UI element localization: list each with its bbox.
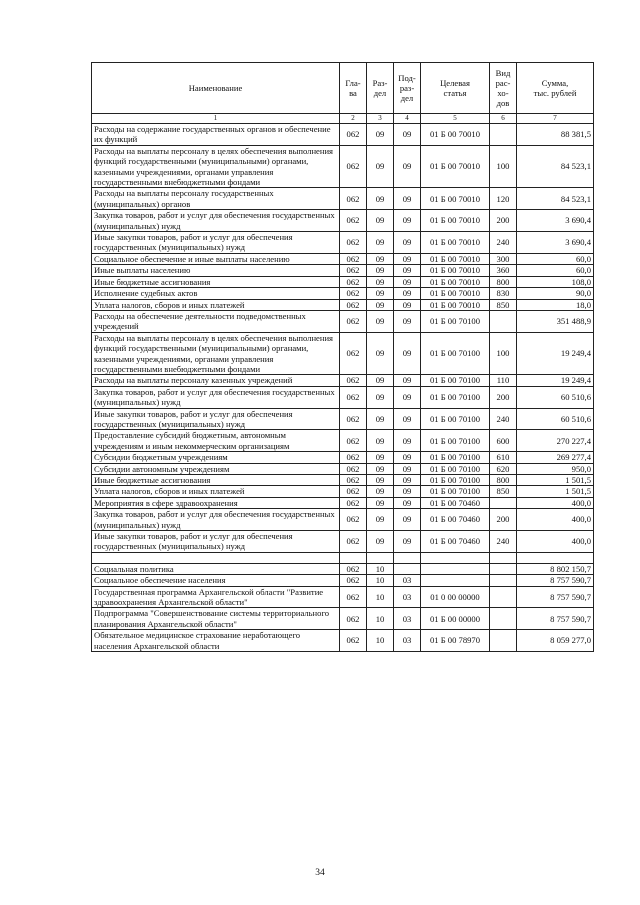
row-podrazdel: 09 [394,486,421,497]
row-name: Закупка товаров, работ и услуг для обеспечения государственных (муниципальных) нужд [92,386,340,408]
table-row [92,210,594,232]
row-podrazdel: 09 [394,276,421,287]
row-vid-rashodov [490,630,517,652]
table-row [92,430,594,452]
row-celevaya-statya: 01 Б 00 70010 [421,188,490,210]
row-razdel: 10 [367,575,394,586]
row-podrazdel: 09 [394,232,421,254]
column-number: 6 [490,114,517,124]
row-name: Закупка товаров, работ и услуг для обеспечения государственных (муниципальных) нужд [92,210,340,232]
row-podrazdel: 09 [394,210,421,232]
row-summa: 60 510,6 [517,386,594,408]
row-celevaya-statya: 01 Б 00 70100 [421,486,490,497]
row-podrazdel: 09 [394,288,421,299]
row-summa: 400,0 [517,531,594,553]
row-glava: 062 [340,586,367,608]
row-name: Субсидии бюджетным учреждениям [92,452,340,463]
table-row [92,563,594,574]
row-summa: 3 690,4 [517,232,594,254]
row-podrazdel: 09 [394,124,421,146]
row-celevaya-statya: 01 Б 00 70460 [421,497,490,508]
row-podrazdel: 09 [394,475,421,486]
row-celevaya-statya: 01 Б 00 70100 [421,430,490,452]
row-celevaya-statya: 01 Б 00 70010 [421,210,490,232]
row-razdel: 09 [367,332,394,375]
row-glava: 062 [340,188,367,210]
row-celevaya-statya [421,575,490,586]
row-name: Предоставление субсидий бюджетным, автономным учреждениям и иным некоммерческим организациям [92,430,340,452]
row-summa: 60 510,6 [517,408,594,430]
table-row [92,386,594,408]
row-razdel: 09 [367,408,394,430]
row-summa: 1 501,5 [517,486,594,497]
row-name: Иные бюджетные ассигнования [92,475,340,486]
row-razdel: 09 [367,210,394,232]
row-razdel: 09 [367,276,394,287]
row-name: Иные бюджетные ассигнования [92,276,340,287]
header-celevaya-statya: Целевая статья [421,63,490,114]
row-summa: 1 501,5 [517,475,594,486]
table-row [92,332,594,375]
row-celevaya-statya: 01 Б 00 00000 [421,608,490,630]
row-vid-rashodov: 200 [490,509,517,531]
page-number: 34 [315,868,325,878]
row-glava: 062 [340,497,367,508]
table-row [92,408,594,430]
row-celevaya-statya [421,552,490,563]
row-summa: 84 523,1 [517,145,594,188]
row-celevaya-statya: 01 Б 00 70100 [421,375,490,386]
row-summa: 108,0 [517,276,594,287]
row-podrazdel: 09 [394,265,421,276]
row-podrazdel: 09 [394,497,421,508]
table-row [92,232,594,254]
row-razdel: 09 [367,299,394,310]
table-row [92,288,594,299]
row-glava: 062 [340,408,367,430]
row-name: Подпрограмма "Совершенствование системы территориального планирования Архангельской области" [92,608,340,630]
table-row [92,497,594,508]
row-vid-rashodov [490,608,517,630]
column-number: 2 [340,114,367,124]
row-razdel: 09 [367,288,394,299]
row-glava: 062 [340,386,367,408]
row-podrazdel: 09 [394,430,421,452]
row-celevaya-statya: 01 Б 00 70010 [421,288,490,299]
column-number: 4 [394,114,421,124]
row-summa: 60,0 [517,265,594,276]
table-row [92,124,594,146]
row-celevaya-statya: 01 Б 00 70100 [421,475,490,486]
row-vid-rashodov: 110 [490,375,517,386]
row-summa: 950,0 [517,463,594,474]
row-podrazdel: 09 [394,408,421,430]
row-glava: 062 [340,563,367,574]
row-vid-rashodov: 600 [490,430,517,452]
row-name [92,552,340,563]
table-row [92,375,594,386]
row-podrazdel: 09 [394,463,421,474]
row-glava: 062 [340,463,367,474]
row-vid-rashodov: 830 [490,288,517,299]
row-summa: 60,0 [517,253,594,264]
row-name: Социальное обеспечение и иные выплаты населению [92,253,340,264]
column-number: 5 [421,114,490,124]
row-celevaya-statya: 01 Б 00 70100 [421,332,490,375]
header-podrazdel: Под- раз- дел [394,63,421,114]
row-summa: 400,0 [517,497,594,508]
table-row [92,475,594,486]
row-vid-rashodov [490,563,517,574]
row-glava: 062 [340,452,367,463]
row-podrazdel: 09 [394,452,421,463]
row-name: Закупка товаров, работ и услуг для обеспечения государственных (муниципальных) нужд [92,509,340,531]
row-celevaya-statya: 01 Б 00 70010 [421,253,490,264]
row-celevaya-statya: 01 Б 00 70460 [421,531,490,553]
row-razdel: 10 [367,608,394,630]
row-vid-rashodov: 200 [490,386,517,408]
row-podrazdel: 09 [394,188,421,210]
row-glava: 062 [340,430,367,452]
row-razdel: 09 [367,310,394,332]
table-row [92,299,594,310]
row-vid-rashodov: 300 [490,253,517,264]
column-number: 7 [517,114,594,124]
row-celevaya-statya: 01 Б 00 70010 [421,265,490,276]
row-glava: 062 [340,531,367,553]
row-podrazdel: 09 [394,310,421,332]
row-podrazdel [394,563,421,574]
row-glava: 062 [340,124,367,146]
row-summa: 3 690,4 [517,210,594,232]
row-vid-rashodov [490,552,517,563]
row-podrazdel: 09 [394,531,421,553]
row-vid-rashodov [490,586,517,608]
row-celevaya-statya: 01 0 00 00000 [421,586,490,608]
table-row [92,265,594,276]
table-row [92,552,594,563]
row-glava: 062 [340,608,367,630]
row-summa: 90,0 [517,288,594,299]
header-razdel: Раз- дел [367,63,394,114]
row-glava: 062 [340,575,367,586]
row-razdel: 09 [367,124,394,146]
row-razdel: 09 [367,531,394,553]
table-row [92,463,594,474]
row-glava: 062 [340,276,367,287]
row-summa: 8 802 150,7 [517,563,594,574]
row-glava: 062 [340,253,367,264]
row-glava: 062 [340,299,367,310]
row-podrazdel: 09 [394,375,421,386]
row-vid-rashodov [490,497,517,508]
row-vid-rashodov: 850 [490,299,517,310]
row-podrazdel: 09 [394,332,421,375]
table-row [92,452,594,463]
row-vid-rashodov [490,575,517,586]
row-celevaya-statya: 01 Б 00 70100 [421,408,490,430]
row-vid-rashodov: 100 [490,145,517,188]
row-summa: 84 523,1 [517,188,594,210]
table-row [92,575,594,586]
row-podrazdel: 03 [394,586,421,608]
row-vid-rashodov: 200 [490,210,517,232]
table-header-row [92,63,594,114]
row-name: Расходы на обеспечение деятельности подведомственных учреждений [92,310,340,332]
row-podrazdel [394,552,421,563]
row-summa: 351 488,9 [517,310,594,332]
row-name: Социальная политика [92,563,340,574]
row-podrazdel: 09 [394,145,421,188]
row-celevaya-statya [421,563,490,574]
row-summa: 269 277,4 [517,452,594,463]
row-celevaya-statya: 01 Б 00 70100 [421,463,490,474]
row-razdel: 10 [367,586,394,608]
row-glava: 062 [340,375,367,386]
row-podrazdel: 03 [394,630,421,652]
row-glava: 062 [340,475,367,486]
row-name: Расходы на выплаты персоналу в целях обеспечения выполнения функций государственными (муниципальными) органами, казенными учреждениями, органами управления государственными внебюджетными фондами [92,145,340,188]
row-razdel: 09 [367,452,394,463]
row-celevaya-statya: 01 Б 00 70010 [421,232,490,254]
row-summa: 8 757 590,7 [517,575,594,586]
row-razdel: 09 [367,463,394,474]
row-glava: 062 [340,310,367,332]
row-glava: 062 [340,332,367,375]
row-vid-rashodov: 850 [490,486,517,497]
row-summa: 270 227,4 [517,430,594,452]
table-row [92,253,594,264]
row-glava: 062 [340,288,367,299]
row-razdel: 09 [367,375,394,386]
row-name: Уплата налогов, сборов и иных платежей [92,486,340,497]
row-vid-rashodov: 240 [490,232,517,254]
row-name: Иные закупки товаров, работ и услуг для обеспечения государственных (муниципальных) нужд [92,232,340,254]
row-summa: 8 757 590,7 [517,586,594,608]
row-name: Иные закупки товаров, работ и услуг для обеспечения государственных (муниципальных) нужд [92,531,340,553]
table-row [92,276,594,287]
row-vid-rashodov [490,310,517,332]
row-razdel: 09 [367,475,394,486]
row-celevaya-statya: 01 Б 00 70010 [421,124,490,146]
row-celevaya-statya: 01 Б 00 70010 [421,299,490,310]
row-razdel [367,552,394,563]
row-glava: 062 [340,145,367,188]
table-row [92,630,594,652]
budget-table [91,62,594,652]
row-glava: 062 [340,509,367,531]
row-glava: 062 [340,486,367,497]
row-name: Исполнение судебных актов [92,288,340,299]
row-razdel: 09 [367,430,394,452]
row-podrazdel: 09 [394,509,421,531]
row-podrazdel: 09 [394,299,421,310]
row-glava: 062 [340,265,367,276]
row-vid-rashodov: 360 [490,265,517,276]
column-number: 3 [367,114,394,124]
row-name: Расходы на выплаты персоналу государственных (муниципальных) органов [92,188,340,210]
row-name: Субсидии автономным учреждениям [92,463,340,474]
row-summa: 8 059 277,0 [517,630,594,652]
header-summa: Сумма, тыс. рублей [517,63,594,114]
row-vid-rashodov: 120 [490,188,517,210]
row-name: Социальное обеспечение населения [92,575,340,586]
row-name: Государственная программа Архангельской области "Развитие здравоохранения Архангельской области" [92,586,340,608]
row-glava: 062 [340,630,367,652]
table-row [92,531,594,553]
row-razdel: 09 [367,253,394,264]
row-vid-rashodov: 800 [490,475,517,486]
row-summa: 88 381,5 [517,124,594,146]
table-row [92,145,594,188]
row-vid-rashodov: 610 [490,452,517,463]
row-summa: 19 249,4 [517,332,594,375]
row-summa: 18,0 [517,299,594,310]
row-vid-rashodov: 800 [490,276,517,287]
row-podrazdel: 03 [394,608,421,630]
row-name: Расходы на выплаты персоналу в целях обеспечения выполнения функций государственными (муниципальными) органами, казенными учреждениями, органами управления государственными внебюджетными фондами [92,332,340,375]
row-razdel: 09 [367,509,394,531]
row-celevaya-statya: 01 Б 00 78970 [421,630,490,652]
row-summa: 400,0 [517,509,594,531]
row-glava: 062 [340,210,367,232]
row-podrazdel: 03 [394,575,421,586]
row-razdel: 09 [367,188,394,210]
row-celevaya-statya: 01 Б 00 70010 [421,276,490,287]
row-razdel: 09 [367,497,394,508]
table-body [92,124,594,652]
column-number: 1 [92,114,340,124]
table-row [92,586,594,608]
table-row [92,310,594,332]
row-razdel: 09 [367,486,394,497]
row-razdel: 10 [367,563,394,574]
row-razdel: 09 [367,232,394,254]
row-celevaya-statya: 01 Б 00 70100 [421,386,490,408]
row-name: Иные выплаты населению [92,265,340,276]
table-row [92,509,594,531]
row-vid-rashodov: 100 [490,332,517,375]
row-vid-rashodov: 620 [490,463,517,474]
row-vid-rashodov: 240 [490,408,517,430]
row-podrazdel: 09 [394,386,421,408]
row-summa: 19 249,4 [517,375,594,386]
table-row [92,188,594,210]
row-name: Обязательное медицинское страхование неработающего населения Архангельской области [92,630,340,652]
row-name: Уплата налогов, сборов и иных платежей [92,299,340,310]
row-celevaya-statya: 01 Б 00 70100 [421,452,490,463]
row-name: Расходы на содержание государственных органов и обеспечение их функций [92,124,340,146]
header-glava: Гла- ва [340,63,367,114]
row-summa [517,552,594,563]
row-celevaya-statya: 01 Б 00 70100 [421,310,490,332]
row-podrazdel: 09 [394,253,421,264]
table-row [92,608,594,630]
row-razdel: 09 [367,265,394,276]
row-razdel: 09 [367,386,394,408]
row-glava: 062 [340,232,367,254]
row-celevaya-statya: 01 Б 00 70460 [421,509,490,531]
row-vid-rashodov: 240 [490,531,517,553]
row-summa: 8 757 590,7 [517,608,594,630]
header-vid-rashodov: Вид рас- хо- дов [490,63,517,114]
column-number-row [92,114,594,124]
row-name: Расходы на выплаты персоналу казенных учреждений [92,375,340,386]
header-name: Наименование [92,63,340,114]
row-celevaya-statya: 01 Б 00 70010 [421,145,490,188]
row-razdel: 10 [367,630,394,652]
table-row [92,486,594,497]
row-glava [340,552,367,563]
row-name: Иные закупки товаров, работ и услуг для обеспечения государственных (муниципальных) нужд [92,408,340,430]
row-vid-rashodov [490,124,517,146]
row-name: Мероприятия в сфере здравоохранения [92,497,340,508]
row-razdel: 09 [367,145,394,188]
